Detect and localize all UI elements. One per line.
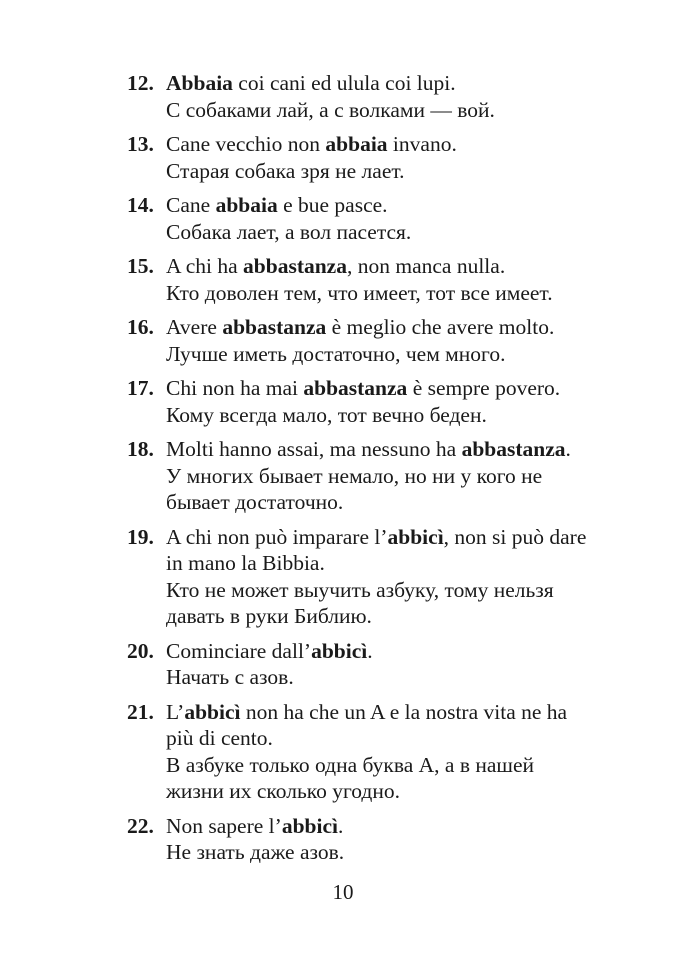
entry-number: 20. xyxy=(127,638,154,663)
proverb-entry-12 xyxy=(127,70,597,123)
entry-number: 14. xyxy=(127,193,154,217)
italian-text: Cane vecchio non abbaia invano. xyxy=(166,132,457,156)
entry-body xyxy=(166,131,597,184)
proverb-entry-14 xyxy=(127,192,597,245)
proverb-list xyxy=(127,70,597,874)
proverb-entry-19 xyxy=(127,524,597,630)
entry-body xyxy=(166,436,597,516)
proverb-entry-21 xyxy=(127,699,597,805)
italian-text: Chi non ha mai abbastanza è sempre povero. xyxy=(166,376,561,400)
italian-text: L’abbicì non ha che un A e la nostra vita ne ha più di cento. xyxy=(166,699,568,750)
proverb-entry-15 xyxy=(127,253,597,306)
proverb-entry-20 xyxy=(127,638,597,691)
russian-translation: В азбуке только одна буква А, а в нашей жизни их сколько угодно. xyxy=(166,752,535,803)
entry-number: 16. xyxy=(127,315,154,339)
italian-text: Abbaia coi cani ed ulula coi lupi. xyxy=(166,71,456,95)
russian-translation: У многих бывает немало, но ни у кого не бывает достаточно. xyxy=(166,463,543,514)
entry-body xyxy=(166,192,597,245)
italian-text: Cominciare dall’abbicì. xyxy=(166,638,373,663)
russian-translation: Кто не может выучить азбуку, тому нельзя давать в руки Библию. xyxy=(166,577,554,628)
entry-body xyxy=(166,699,597,805)
italian-text: Non sapere l’abbicì. xyxy=(166,813,344,838)
proverb-entry-22 xyxy=(127,813,597,866)
russian-translation: Кто доволен тем, что имеет, тот все имеет. xyxy=(166,280,553,305)
russian-translation: С собаками лай, а с волками — вой. xyxy=(166,97,495,122)
entry-body xyxy=(166,70,597,123)
proverb-entry-16 xyxy=(127,314,597,367)
entry-number: 22. xyxy=(127,813,154,838)
entry-body xyxy=(166,638,597,691)
entry-body xyxy=(166,314,597,367)
entry-number: 12. xyxy=(127,71,154,95)
russian-translation: Не знать даже азов. xyxy=(166,840,345,864)
entry-number: 18. xyxy=(127,437,154,461)
italian-text: A chi non può imparare l’abbicì, non si può dare in mano la Bibbia. xyxy=(166,524,587,575)
entry-body xyxy=(166,813,597,866)
proverb-entry-13 xyxy=(127,131,597,184)
entry-number: 21. xyxy=(127,699,154,724)
russian-translation: Кому всегда мало, тот вечно беден. xyxy=(166,402,487,427)
russian-translation: Лучше иметь достаточно, чем много. xyxy=(166,341,506,366)
page-number: 10 xyxy=(332,880,354,904)
entry-number: 13. xyxy=(127,132,154,156)
entry-body xyxy=(166,375,597,428)
entry-number: 15. xyxy=(127,254,154,278)
entry-body xyxy=(166,253,597,306)
entry-number: 17. xyxy=(127,376,154,400)
entry-body xyxy=(166,524,597,630)
entry-number: 19. xyxy=(127,524,154,549)
italian-text: Cane abbaia e bue pasce. xyxy=(166,193,388,217)
russian-translation: Собака лает, а вол пасется. xyxy=(166,219,412,244)
proverb-entry-17 xyxy=(127,375,597,428)
italian-text: A chi ha abbastanza, non manca nulla. xyxy=(166,254,506,278)
proverb-entry-18 xyxy=(127,436,597,516)
russian-translation: Старая собака зря не лает. xyxy=(166,158,405,183)
italian-text: Avere abbastanza è meglio che avere molto. xyxy=(166,315,555,339)
russian-translation: Начать с азов. xyxy=(166,665,294,689)
italian-text: Molti hanno assai, ma nessuno ha abbastanza. xyxy=(166,437,571,461)
